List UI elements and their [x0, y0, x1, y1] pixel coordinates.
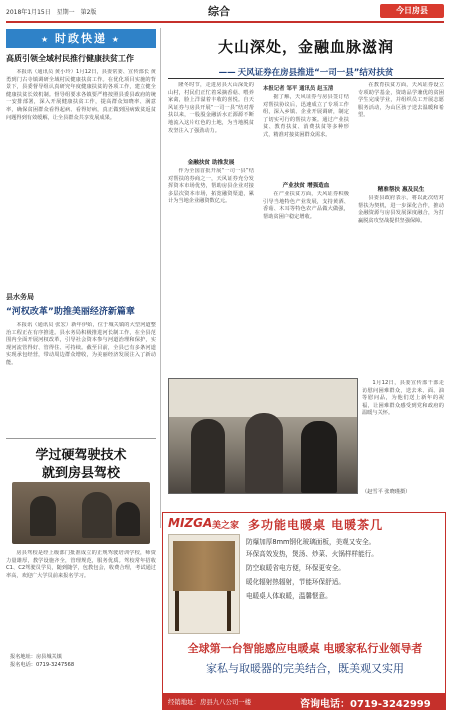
- driving-school-photo: [12, 482, 150, 544]
- ad-feature-4: 暖化辐射热辐射，节能环保舒适。: [246, 578, 345, 586]
- news-photo: [168, 378, 358, 494]
- driving-school-body: 房县驾校是经上级部门批准成立的正规驾驶培训学校，师资力量雄厚，教学设施齐全，管理规范，服务优质。驾校常年招收C1、C2驾驶员学员，随到随学，包教包会，收费合理，考试通过率高，欢迎广大学员前来报名学习。: [6, 550, 156, 579]
- heater-table-leg: [175, 591, 179, 631]
- feature-divider: [168, 78, 444, 79]
- ad-brand-logo: MIZGA: [168, 516, 213, 530]
- feature-subhead-3: 精准帮扶 惠及民生: [377, 187, 425, 193]
- issue-date-line: [6, 7, 100, 16]
- photo-person: [301, 421, 337, 493]
- feature-subhead-2: 产业扶贫 增强造血: [282, 183, 330, 189]
- ad-phone: 咨询电话：0719-3242999: [300, 699, 431, 710]
- photo-person: [82, 492, 112, 538]
- ad-banner: 全球第一台智能感应电暖桌 电暖家私行业领导者: [187, 642, 423, 655]
- newspaper-logo: 今日房县: [380, 4, 444, 18]
- ad-slogan: 家私与取暖器的完美结合，既美观又实用: [206, 662, 404, 675]
- ad-headline: 多功能电暖桌 电暖茶几: [248, 518, 384, 532]
- ad-brand-name: 美之家: [212, 521, 240, 531]
- heater-table-top: [173, 541, 235, 591]
- feature-subhead-1: 金融扶贫 助推发展: [187, 160, 235, 166]
- article1-body: 本报讯（通讯员 黄小玲）1月12日，县委常委、宣传部长 黄勇到门古寺镇调研全域村民健康扶贫工作。在优化项目实施的背景下，县委督导组认真研究年度健康扶贫的各项工作，建立健全健康扶贫长效机制。督导组要求各镇要严格按照县委县政府的统一安排部署，深入开展健康扶贫工作，提高群众知晓率、满意率，确保贫困群众看得起病、看得好病，真正做到因病致贫返贫问题得到有效缓解，让全县群众共享发展成果。: [6, 69, 156, 121]
- ad-feature-3: 防空取暖省电方便，环保更安全。: [246, 564, 345, 572]
- article2-kicker: 县水务局: [6, 293, 34, 301]
- driving-school-headline-2: 就到房县驾校: [41, 466, 120, 481]
- photo-credit: （赵雪平 张晓瑾摄）: [362, 489, 411, 495]
- section-banner: ★ 时政快递 ★: [6, 29, 156, 48]
- driving-school-headline-1: 学过硬驾驶技术: [35, 448, 127, 463]
- feature-col2-text: 据了解，天风证券与房县签订结对帮扶协议后，迅速成立了专项工作组，深入乡镇、企业开展调研，制定了切实可行的帮扶方案。通过产业扶贫、教育扶贫、消费扶贫等多种形式，精准对接贫困群众需求。: [263, 94, 349, 138]
- photo-person: [116, 502, 140, 536]
- feature-subheadline: —— 天风证券在房县推进“一司一县”结对扶贫: [168, 66, 444, 78]
- header-divider: [6, 21, 444, 23]
- issue-page: 第2版: [80, 9, 97, 16]
- photo-person: [245, 413, 283, 493]
- feature-byline: 本报记者 邹平 通讯员 赵玉清: [263, 86, 334, 92]
- feature-headline: 大山深处，金融血脉滋润: [217, 38, 394, 56]
- driving-school-contact: 报名地址：房县城关镇 报名电话：0719-3247568: [10, 654, 75, 668]
- article2-title: “河权改革”助推美丽经济新篇章: [6, 307, 135, 317]
- feature-col1-text: 隆冬时节，走进房县大山深处的山村，村民们正忙着采摘香菇、喂养家禽，脸上洋溢着丰收的喜悦。自天风证券与房县开展“一司一县”结对帮扶以来，一股股金融活水正源源不断地流入这片红色的土地，为当地脱贫攻坚注入了强劲动力。: [168, 82, 254, 134]
- photo-caption: 1月12日，县委宣传部干部走访慰问困难群众，送去米、面、油等慰问品，为他们送上新年的祝福，让困难群众感受到党和政府的温暖与关怀。: [362, 380, 444, 417]
- feature-col2b-text: 在产业扶贫方面，天风证券积极引导当地特色产业发展，支持黄酒、香菇、木耳等特色农产品做大做强，帮助贫困户稳定增收。: [263, 191, 349, 220]
- feature-column-2b: [263, 191, 349, 377]
- photo-wall: [169, 379, 358, 417]
- heater-table-image: [168, 534, 240, 634]
- feature-column-1b: [168, 168, 254, 378]
- ad-feature-2: 环保高效发热，煲汤、炒菜、火锅样样能行。: [246, 550, 378, 558]
- photo-person: [30, 496, 56, 536]
- ad-address: 经销地址：房县九八公司一楼: [168, 698, 252, 706]
- feature-column-3: [358, 82, 444, 182]
- feature-column-2: [263, 94, 349, 180]
- article1-title: 高质引领全域村民推行健康扶贫工作: [6, 54, 134, 63]
- column-divider: [160, 28, 161, 528]
- ad-feature-5: 电暖桌人体取暖，温馨惬意。: [246, 592, 332, 600]
- ad-feature-1: 防爆加厚8mm钢化玻璃面板，美观又安全。: [246, 538, 376, 546]
- feature-col3b-text: 县委县政府表示，将以此次结对帮扶为契机，进一步深化合作，推动金融资源与房县发展深度融合，为打赢脱贫攻坚战提供坚强保障。: [358, 195, 444, 224]
- article2-body: 本报讯（通讯员 张宏）新年伊始，位于城关镇的大型河道整治工程正在有序推进。县水务局积极推进河长制工作，在全县范围内全面开展河权改革，引导社会资本参与河道治理和保护，实现河流管得好、管得住、可持续。截至目前，全县已有多条河道实现承包经营，带动周边群众增收，为美丽经济发展注入了新动能。: [6, 322, 156, 366]
- issue-weekday: 星期一: [56, 9, 75, 16]
- photo-person: [191, 419, 225, 493]
- heater-table-leg: [227, 591, 231, 631]
- section-title: 综合: [208, 5, 230, 18]
- feature-col1b-text: 作为全国首批开展“一司一县”结对帮扶的券商之一，天风证券充分发挥资本市场优势，帮助房县企业对接多层次资本市场，拓宽融资渠道，累计为当地企业融资数亿元。: [168, 168, 254, 205]
- issue-date: 2018年1月15日: [6, 9, 51, 16]
- feature-col3-text: 在教育扶贫方面，天风证券设立专项助学基金，资助品学兼优的贫困学生完成学业，并组织员工开展志愿服务活动，为山区孩子送去温暖和希望。: [358, 82, 444, 119]
- feature-column-3b: [358, 195, 444, 375]
